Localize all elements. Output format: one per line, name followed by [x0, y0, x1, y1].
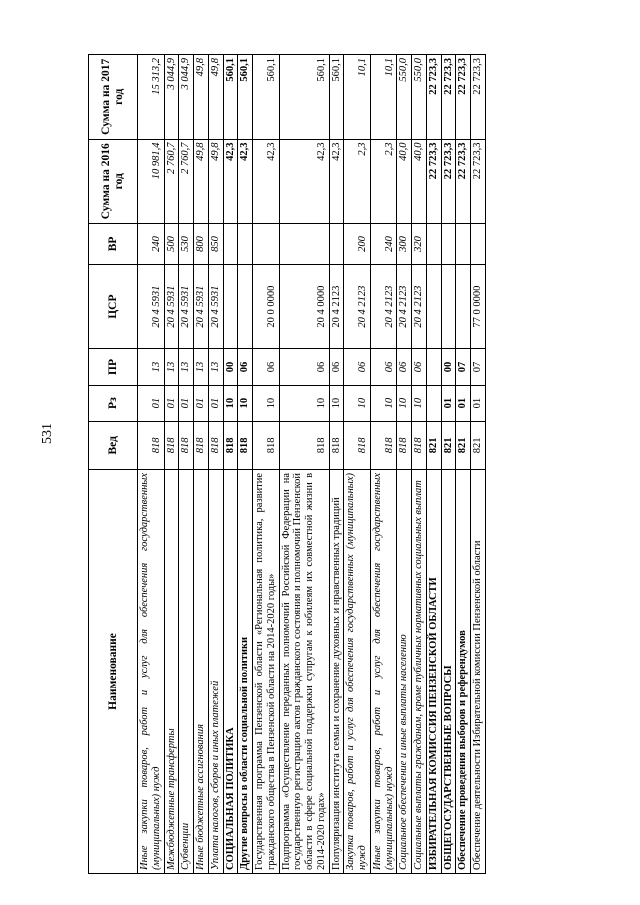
cell-s2017: 49,8 — [194, 55, 209, 140]
cell-pr: 06 — [253, 349, 280, 385]
cell-name: Иные закупки товаров, работ и услуг для обеспечения государственных (муниципальных) нужд — [370, 469, 397, 873]
cell-pr: 07 — [456, 349, 471, 385]
cell-pr: 13 — [194, 349, 209, 385]
table-row — [223, 55, 238, 874]
cell-s2016: 42,3 — [238, 139, 253, 223]
cell-ved: 821 — [441, 421, 456, 469]
cell-rz: 10 — [412, 385, 427, 421]
cell-rz: 10 — [223, 385, 238, 421]
cell-rz — [426, 385, 441, 421]
cell-rz: 10 — [329, 385, 344, 421]
header-ved: Вед — [89, 421, 138, 469]
cell-s2016: 42,3 — [279, 139, 329, 223]
cell-s2017: 22 723,3 — [471, 55, 486, 140]
cell-rz: 10 — [397, 385, 412, 421]
cell-vr — [329, 223, 344, 264]
cell-rz: 01 — [164, 385, 179, 421]
table-row — [238, 55, 253, 874]
cell-vr: 500 — [164, 223, 179, 264]
cell-s2017: 560,1 — [253, 55, 280, 140]
cell-name: Иные бюджетные ассигнования — [194, 469, 209, 873]
cell-pr — [426, 349, 441, 385]
cell-name: Популяризация института семьи и сохранение духовных и нравственных традиций — [329, 469, 344, 873]
cell-ved: 818 — [344, 421, 371, 469]
cell-pr: 06 — [329, 349, 344, 385]
cell-csr: 20 4 2123 — [412, 264, 427, 348]
cell-name: Закупка товаров, работ и услуг для обеспечения государственных (муниципальных) нужд — [344, 469, 371, 873]
cell-rz: 01 — [138, 385, 165, 421]
cell-s2017: 22 723,3 — [441, 55, 456, 140]
cell-csr — [426, 264, 441, 348]
cell-s2017: 550,0 — [397, 55, 412, 140]
cell-s2017: 22 723,3 — [456, 55, 471, 140]
header-rz: Рз — [89, 385, 138, 421]
cell-csr — [441, 264, 456, 348]
cell-rz: 10 — [279, 385, 329, 421]
cell-s2017: 560,1 — [238, 55, 253, 140]
table-row — [412, 55, 427, 874]
cell-s2016: 42,3 — [329, 139, 344, 223]
table-row — [370, 55, 397, 874]
table-row — [471, 55, 486, 874]
cell-rz: 10 — [370, 385, 397, 421]
cell-s2017: 560,1 — [329, 55, 344, 140]
cell-ved: 818 — [397, 421, 412, 469]
cell-ved: 821 — [426, 421, 441, 469]
cell-pr: 07 — [471, 349, 486, 385]
cell-pr: 06 — [279, 349, 329, 385]
table-row — [253, 55, 280, 874]
cell-pr: 13 — [164, 349, 179, 385]
cell-vr: 850 — [208, 223, 223, 264]
cell-vr — [426, 223, 441, 264]
cell-vr — [238, 223, 253, 264]
cell-vr: 800 — [194, 223, 209, 264]
cell-s2016: 2 760,7 — [179, 139, 194, 223]
table-row — [138, 55, 165, 874]
cell-csr: 20 4 5931 — [138, 264, 165, 348]
cell-rz: 01 — [208, 385, 223, 421]
cell-s2017: 3 044,9 — [164, 55, 179, 140]
cell-ved: 818 — [253, 421, 280, 469]
cell-ved: 821 — [456, 421, 471, 469]
cell-s2017: 560,1 — [223, 55, 238, 140]
cell-s2016: 2 760,7 — [164, 139, 179, 223]
cell-s2016: 10 981,4 — [138, 139, 165, 223]
cell-csr: 20 4 5931 — [194, 264, 209, 348]
cell-vr: 200 — [344, 223, 371, 264]
cell-name: Субвенции — [179, 469, 194, 873]
cell-s2016: 49,8 — [194, 139, 209, 223]
cell-name: Другие вопросы в области социальной политики — [238, 469, 253, 873]
cell-ved: 818 — [412, 421, 427, 469]
cell-pr: 13 — [138, 349, 165, 385]
table-row — [456, 55, 471, 874]
cell-vr: 240 — [138, 223, 165, 264]
cell-name: Обеспечение деятельности Избирательной комиссии Пензенской области — [471, 469, 486, 873]
cell-s2017: 10,1 — [344, 55, 371, 140]
cell-rz: 01 — [194, 385, 209, 421]
cell-ved: 818 — [194, 421, 209, 469]
cell-ved: 821 — [471, 421, 486, 469]
header-row — [89, 55, 138, 874]
cell-rz: 01 — [471, 385, 486, 421]
table-row — [279, 55, 329, 874]
cell-ved: 818 — [208, 421, 223, 469]
cell-ved: 818 — [279, 421, 329, 469]
table-row — [208, 55, 223, 874]
cell-pr: 06 — [397, 349, 412, 385]
cell-pr: 00 — [223, 349, 238, 385]
cell-rz: 01 — [179, 385, 194, 421]
page-number: 531 — [40, 423, 55, 444]
cell-name: СОЦИАЛЬНАЯ ПОЛИТИКА — [223, 469, 238, 873]
cell-ved: 818 — [164, 421, 179, 469]
cell-csr: 20 4 2123 — [370, 264, 397, 348]
cell-ved: 818 — [223, 421, 238, 469]
table-row — [194, 55, 209, 874]
cell-s2017: 22 723,3 — [426, 55, 441, 140]
cell-pr: 06 — [238, 349, 253, 385]
cell-csr — [223, 264, 238, 348]
cell-s2016: 49,8 — [208, 139, 223, 223]
cell-ved: 818 — [138, 421, 165, 469]
cell-name: Социальное обеспечение и иные выплаты населению — [397, 469, 412, 873]
cell-pr: 06 — [370, 349, 397, 385]
cell-name: Социальные выплаты гражданам, кроме публичных нормативных социальных выплат — [412, 469, 427, 873]
budget-table — [88, 54, 486, 874]
cell-vr — [253, 223, 280, 264]
cell-vr: 300 — [397, 223, 412, 264]
cell-name: Обеспечение проведения выборов и референдумов — [456, 469, 471, 873]
header-sum-2016: Сумма на 2016 год — [89, 139, 138, 223]
cell-ved: 818 — [179, 421, 194, 469]
header-vr: ВР — [89, 223, 138, 264]
cell-vr: 240 — [370, 223, 397, 264]
cell-rz: 10 — [238, 385, 253, 421]
table-row — [426, 55, 441, 874]
cell-s2016: 2,3 — [344, 139, 371, 223]
cell-csr: 77 0 0000 — [471, 264, 486, 348]
cell-s2016: 22 723,3 — [456, 139, 471, 223]
table-body — [138, 55, 486, 874]
cell-csr: 20 0 0000 — [253, 264, 280, 348]
header-sum-2017: Сумма на 2017 год — [89, 55, 138, 140]
cell-csr — [238, 264, 253, 348]
cell-rz: 10 — [344, 385, 371, 421]
cell-s2016: 40,0 — [412, 139, 427, 223]
cell-name: Государственная программа Пензенской области «Региональная политика, развитие гражданского общества в Пензенской области на 2014-2020 годы» — [253, 469, 280, 873]
cell-rz: 01 — [456, 385, 471, 421]
cell-vr — [279, 223, 329, 264]
cell-s2017: 3 044,9 — [179, 55, 194, 140]
cell-name: ОБЩЕГОСУДАРСТВЕННЫЕ ВОПРОСЫ — [441, 469, 456, 873]
cell-s2016: 42,3 — [223, 139, 238, 223]
cell-csr: 20 4 5931 — [179, 264, 194, 348]
cell-pr: 00 — [441, 349, 456, 385]
cell-name: Межбюджетные трансферты — [164, 469, 179, 873]
table-row — [179, 55, 194, 874]
cell-name: Иные закупки товаров, работ и услуг для обеспечения государственных (муниципальных) нужд — [138, 469, 165, 873]
cell-csr: 20 4 5931 — [208, 264, 223, 348]
table-row — [344, 55, 371, 874]
cell-s2016: 22 723,3 — [471, 139, 486, 223]
table-row — [441, 55, 456, 874]
cell-name: Подпрограмма «Осуществление переданных полномочий Российской Федерации на государственную регистрацию актов гражданского состояния и полномочий Пензенской области в сфере социальной поддержки супругам к юбилеям их совместной жизни в 2014-2020 годах» — [279, 469, 329, 873]
cell-csr: 20 4 0000 — [279, 264, 329, 348]
cell-s2016: 42,3 — [253, 139, 280, 223]
cell-s2017: 49,8 — [208, 55, 223, 140]
cell-s2017: 550,0 — [412, 55, 427, 140]
cell-s2016: 22 723,3 — [441, 139, 456, 223]
table-row — [397, 55, 412, 874]
cell-rz: 10 — [253, 385, 280, 421]
cell-s2017: 10,1 — [370, 55, 397, 140]
cell-rz: 01 — [441, 385, 456, 421]
table-row — [164, 55, 179, 874]
rotated-table-container — [88, 54, 628, 874]
header-csr: ЦСР — [89, 264, 138, 348]
cell-name: Уплата налогов, сборов и иных платежей — [208, 469, 223, 873]
cell-pr: 13 — [208, 349, 223, 385]
cell-s2016: 40,0 — [397, 139, 412, 223]
cell-ved: 818 — [329, 421, 344, 469]
cell-vr: 530 — [179, 223, 194, 264]
cell-pr: 06 — [344, 349, 371, 385]
cell-name: ИЗБИРАТЕЛЬНАЯ КОМИССИЯ ПЕНЗЕНСКОЙ ОБЛАСТИ — [426, 469, 441, 873]
cell-csr: 20 4 2123 — [329, 264, 344, 348]
header-pr: ПР — [89, 349, 138, 385]
cell-pr: 06 — [412, 349, 427, 385]
cell-vr — [223, 223, 238, 264]
cell-csr: 20 4 2123 — [397, 264, 412, 348]
cell-vr — [456, 223, 471, 264]
cell-ved: 818 — [370, 421, 397, 469]
cell-pr: 13 — [179, 349, 194, 385]
cell-s2016: 22 723,3 — [426, 139, 441, 223]
cell-csr: 20 4 5931 — [164, 264, 179, 348]
cell-ved: 818 — [238, 421, 253, 469]
cell-csr: 20 4 2123 — [344, 264, 371, 348]
cell-vr: 320 — [412, 223, 427, 264]
table-row — [329, 55, 344, 874]
cell-csr — [456, 264, 471, 348]
cell-s2017: 15 313,2 — [138, 55, 165, 140]
cell-s2017: 560,1 — [279, 55, 329, 140]
cell-vr — [471, 223, 486, 264]
cell-vr — [441, 223, 456, 264]
cell-s2016: 2,3 — [370, 139, 397, 223]
header-name: Наименование — [89, 469, 138, 873]
